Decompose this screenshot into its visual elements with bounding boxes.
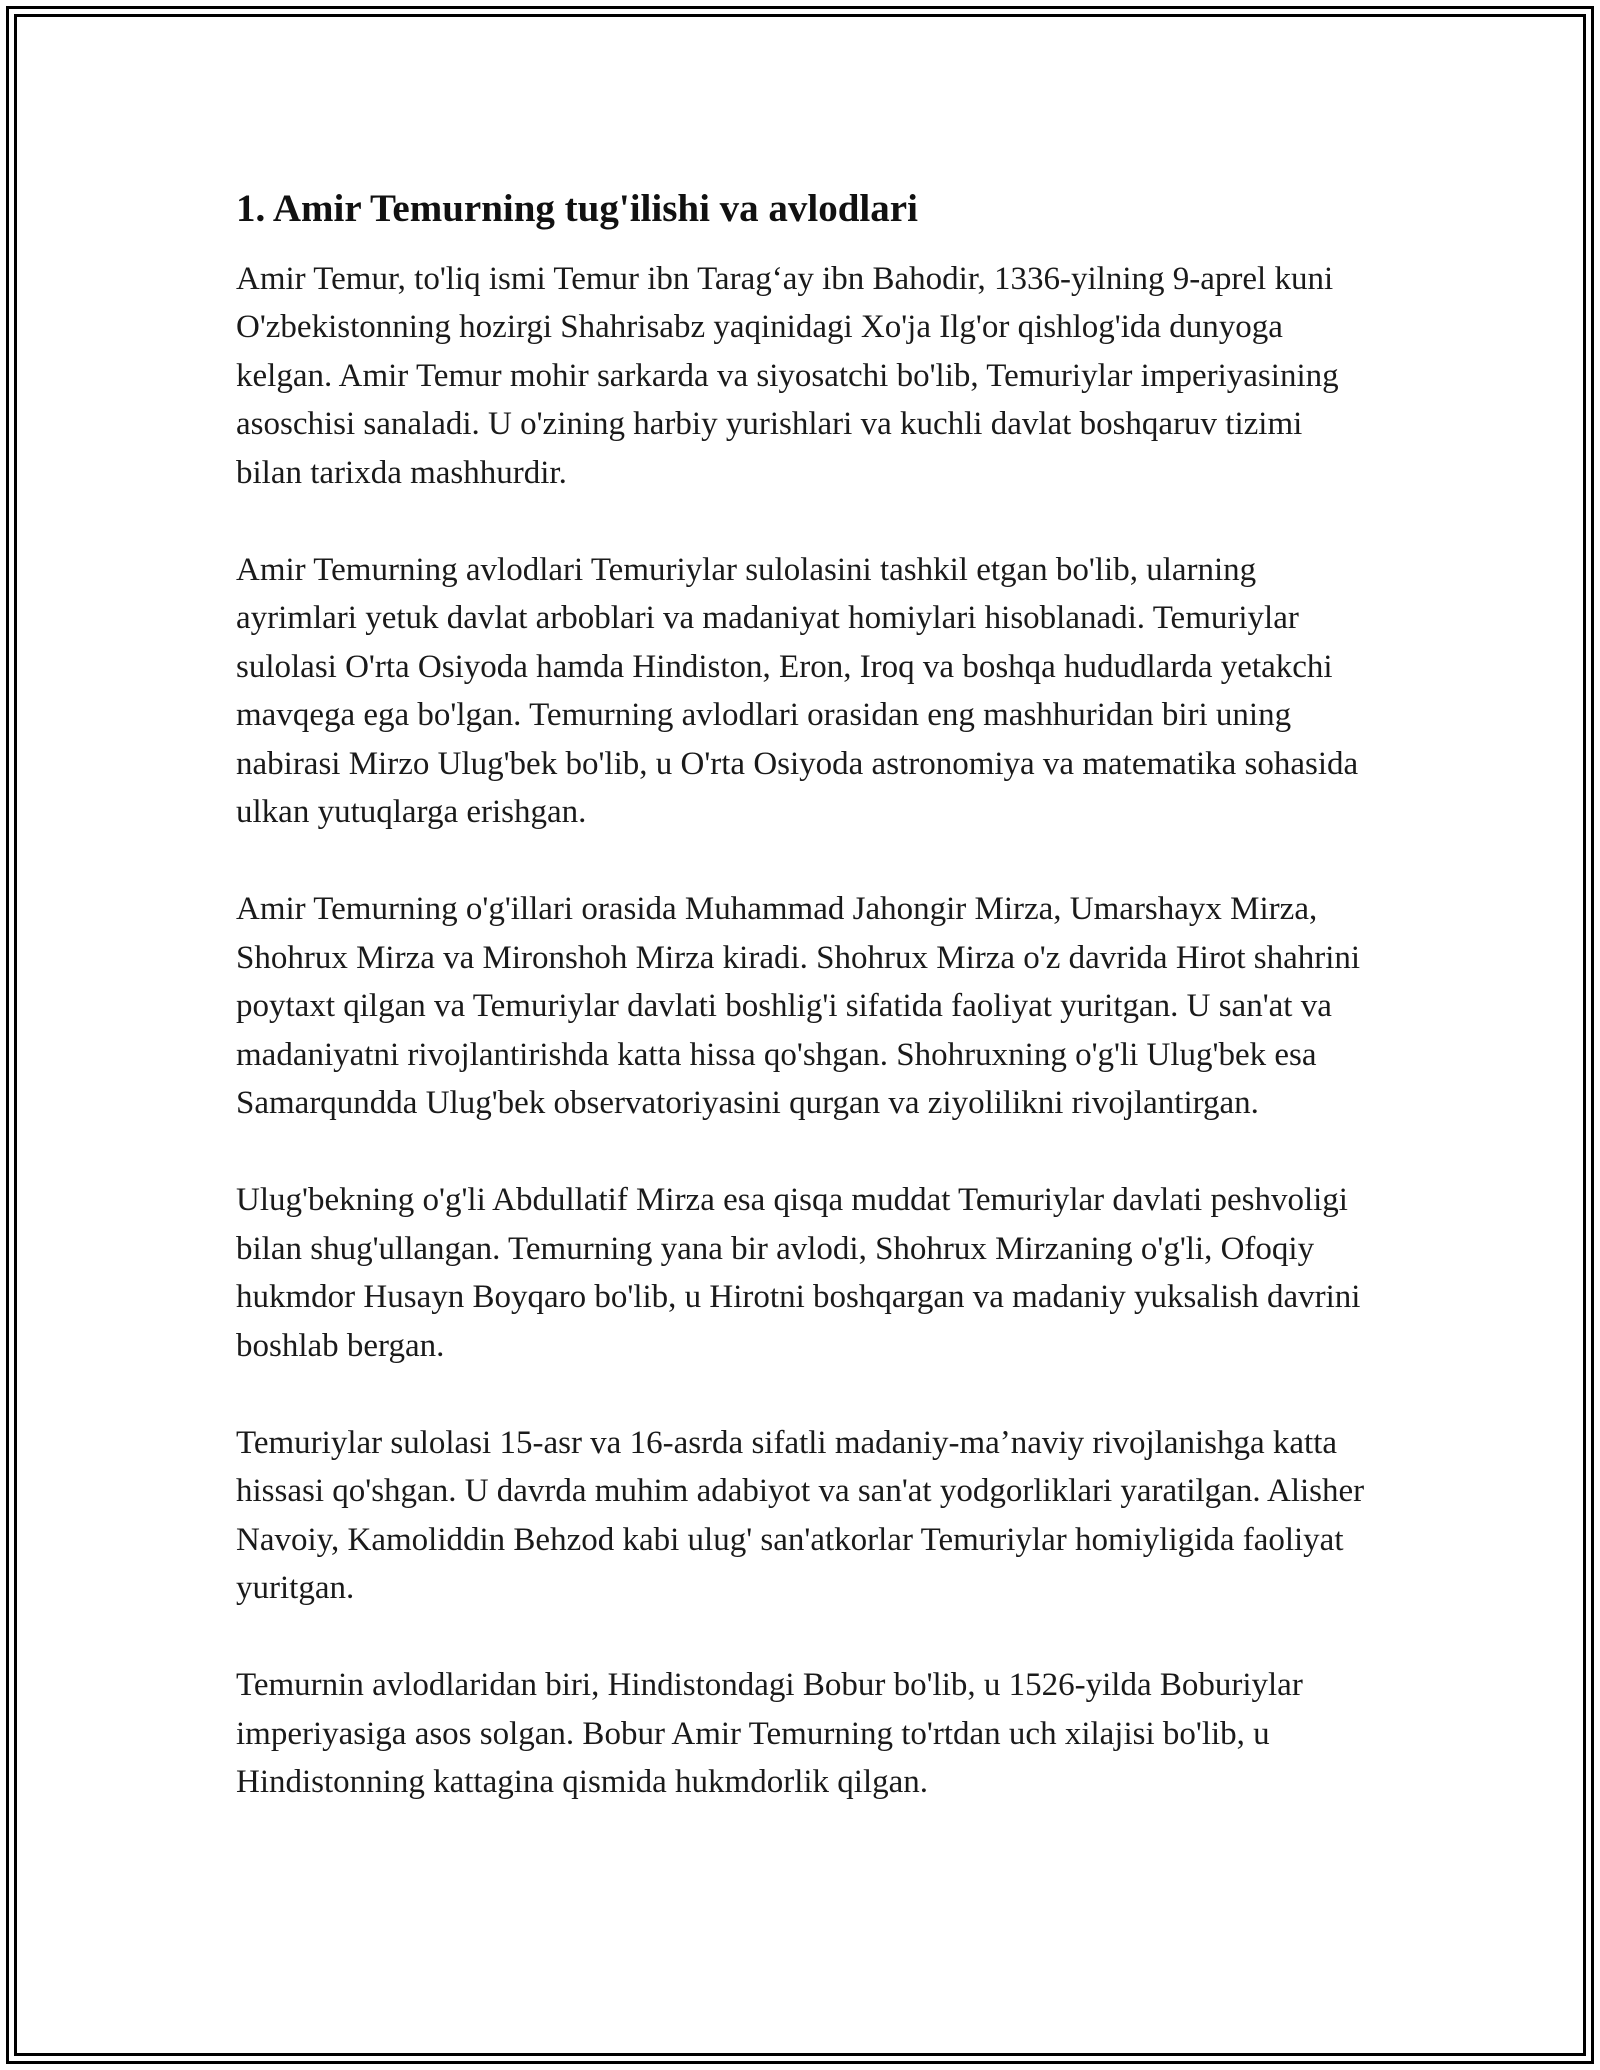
paragraph-babur: Temurnin avlodlaridan biri, Hindistondagi Bobur bo'lib, u 1526-yilda Boburiylar imperiyasiga asos solgan. Bobur Amir Temurning to'rtdan uch xilajisi bo'lib, u Hindistonning kattagina qismida hukmdorlik qilgan. xyxy=(236,1667,1303,1801)
paragraph-sons: Amir Temurning o'g'illari orasida Muhammad Jahongir Mirza, Umarshayx Mirza, Shohrux Mirza va Mironshoh Mirza kiradi. Shohrux Mirza o'z davrida Hirot shahrini poytaxt qilgan va Temuriylar davlati boshlig'i sifatida faoliyat yuritgan. U san'at va madaniyatni rivojlantirishda katta hissa qo'shgan. Shohruxning o'g'li Ulug'bek esa Samarqundda Ulug'bek observatoriyasini qurgan va ziyolilikni rivojlantirgan. xyxy=(236,891,1361,1122)
paragraph-abdullatif: Ulug'bekning o'g'li Abdullatif Mirza esa qisqa muddat Temuriylar davlati peshvoligi bilan shug'ullangan. Temurning yana bir avlodi, Shohrux Mirzaning o'g'li, Ofoqiy hukmdor Husayn Boyqaro bo'lib, u Hirotni boshqargan va madaniy yuksalish davrini boshlab bergan. xyxy=(236,1182,1361,1364)
document-body xyxy=(236,186,1366,1807)
paragraph-descendants: Amir Temurning avlodlari Temuriylar sulolasini tashkil etgan bo'lib, ularning ayrimlari yetuk davlat arboblari va madaniyat homiylari hisoblanadi. Temuriylar sulolasi O'rta Osiyoda hamda Hindiston, Eron, Iroq va boshqa hududlarda yetakchi mavqega ega bo'lgan. Temurning avlodlari orasidan eng mashhuridan biri uning nabirasi Mirzo Ulug'bek bo'lib, u O'rta Osiyoda astronomiya va matematika sohasida ulkan yutuqlarga erishgan. xyxy=(236,551,1359,831)
paragraph-culture: Temuriylar sulolasi 15-asr va 16-asrda sifatli madaniy-maʼnaviy rivojlanishga katta hissasi qo'shgan. U davrda muhim adabiyot va san'at yodgorliklari yaratilgan. Alisher Navoiy, Kamoliddin Behzod kabi ulug' san'atkorlar Temuriylar homiyligida faoliyat yuritgan. xyxy=(236,1424,1365,1607)
section-heading: 1. Amir Temurning tug'ilishi va avlodlari xyxy=(236,187,918,230)
paragraph-birth: Amir Temur, to'liq ismi Temur ibn Taragʻay ibn Bahodir, 1336-yilning 9-aprel kuni O'zbekistonning hozirgi Shahrisabz yaqinidagi Xo'ja Ilg'or qishlog'ida dunyoga kelgan. Amir Temur mohir sarkarda va siyosatchi bo'lib, Temuriylar imperiyasining asoschisi sanaladi. U o'zining harbiy yurishlari va kuchli davlat boshqaruv tizimi bilan tarixda mashhurdir. xyxy=(236,260,1339,491)
